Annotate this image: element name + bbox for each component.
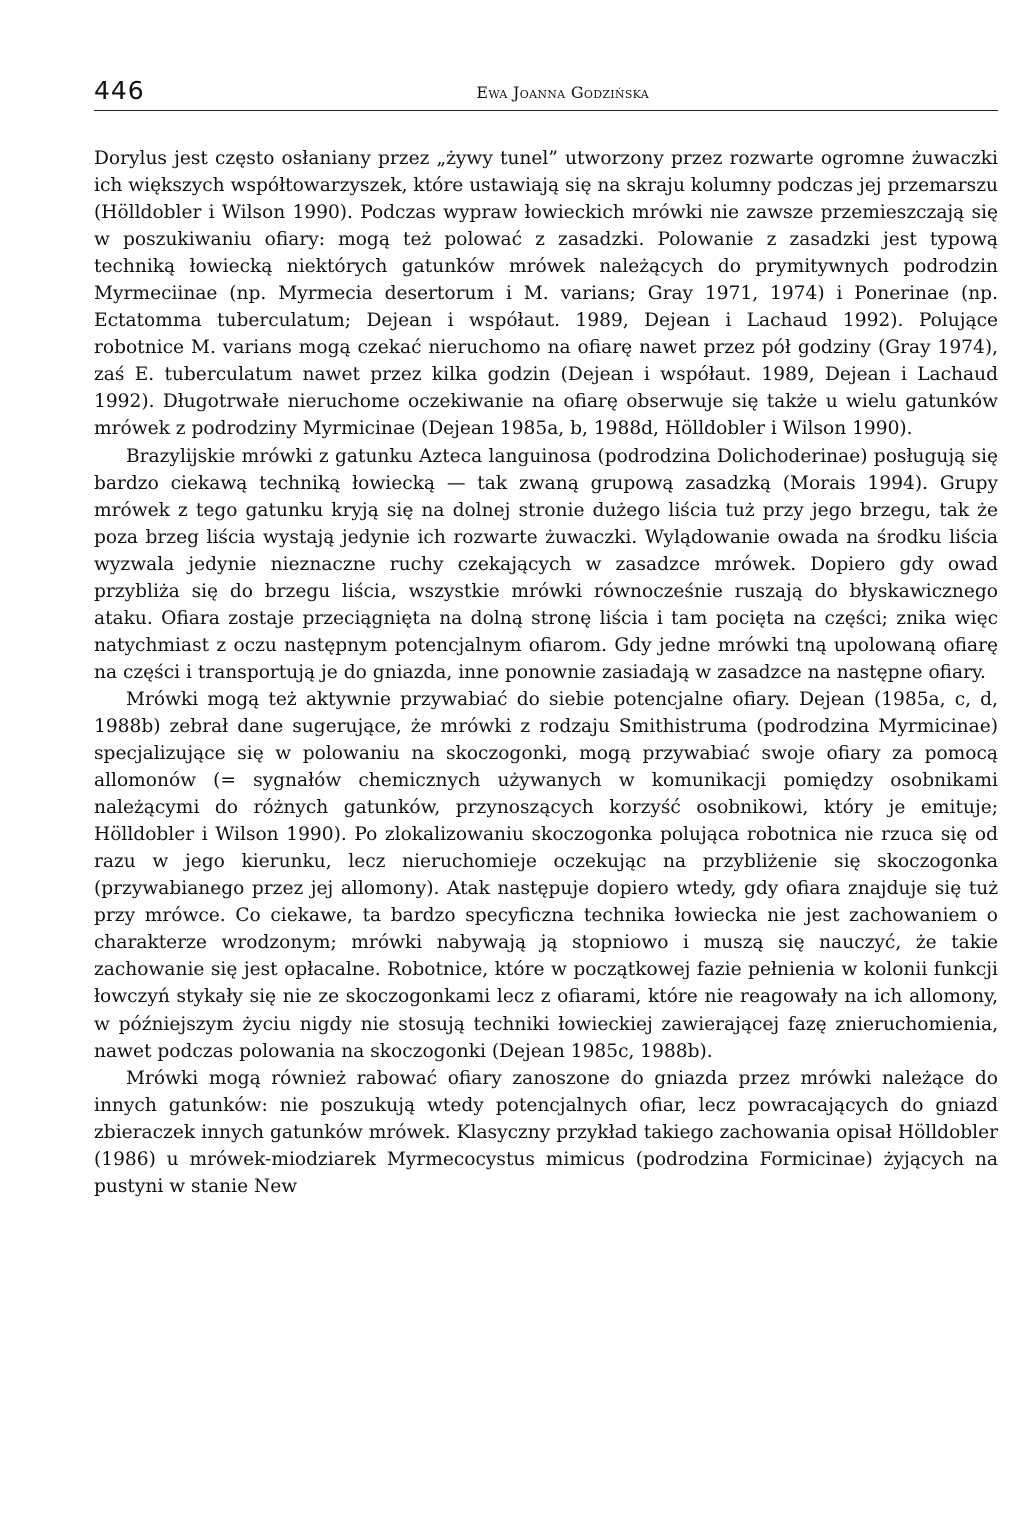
paragraph-2: Brazylijskie mrówki z gatunku Azteca languinosa (podrodzina Dolichoderinae) posługują się bardzo ciekawą techniką łowiecką — tak zwaną grupową zasadzką (Morais 1994). Grupy mrówek z tego gatunku kryją się na dolnej stronie dużego liścia tuż przy jego brzegu, tak że poza brzeg liścia wystają jedynie ich rozwarte żuwaczki. Wylądowanie owada na środku liścia wyzwala jedynie nieznaczne ruchy czekających w zasadzce mrówek. Dopiero gdy owad przybliża się do brzegu liścia, wszystkie mrówki równocześnie ruszają do błyskawicznego ataku. Ofiara zostaje przeciągnięta na dolną stronę liścia i tam pocięta na części; znika więc natychmiast z oczu następnym potencjalnym ofiarom. Gdy jedne mrówki tną upolowaną ofiarę na części i transportują je do gniazda, inne ponownie zasiadają w zasadzce na następne ofiary. (94, 445, 998, 683)
body-text (94, 145, 998, 1200)
book-page (94, 76, 998, 1200)
paragraph-3: Mrówki mogą też aktywnie przywabiać do siebie potencjalne ofiary. Dejean (1985a, c, d, 1988b) zebrał dane sugerujące, że mrówki z rodzaju Smithistruma (podrodzina Myrmicinae) specjalizujące się w polowaniu na skoczogonki, mogą przywabiać swoje ofiary za pomocą allomonów (= sygnałów chemicznych używanych w komunikacji pomiędzy osobnikami należącymi do różnych gatunków, przynoszących korzyść osobnikowi, który je emituje; Hölldobler i Wilson 1990). Po zlokalizowaniu skoczogonka polująca robotnica nie rzuca się od razu w jego kierunku, lecz nieruchomieje oczekując na przybliżenie się skoczogonka (przywabianego przez jej allomony). Atak następuje dopiero wtedy, gdy ofiara znajduje się tuż przy mrówce. Co ciekawe, ta bardzo specyficzna technika łowiecka nie jest zachowaniem o charakterze wrodzonym; mrówki nabywają ją stopniowo i muszą się nauczyć, że takie zachowanie się jest opłacalne. Robotnice, które w początkowej fazie pełnienia w kolonii funkcji łowczyń stykały się nie ze skoczogonkami lecz z ofiarami, które nie reagowały na ich allomony, w późniejszym życiu nigdy nie stosują techniki łowieckiej zawierającej fazę znieruchomienia, nawet podczas polowania na skoczogonki (Dejean 1985c, 1988b). (94, 688, 998, 1062)
page-number: 446 (94, 76, 145, 105)
paragraph-4: Mrówki mogą również rabować ofiary zanoszone do gniazda przez mrówki należące do innych gatunków: nie poszukują wtedy potencjalnych ofiar, lecz powracających do gniazd zbieraczek innych gatunków mrówek. Klasyczny przykład takiego zachowania opisał Hölldobler (1986) u mrówek-miodziarek Myrmecocystus mimicus (podrodzina Formicinae) żyjących na pustyni w stanie New (94, 1067, 998, 1197)
paragraph-1: Dorylus jest często osłaniany przez „żywy tunel” utworzony przez rozwarte ogromne żuwaczki ich większych współtowarzyszek, które ustawiają się na skraju kolumny podczas jej przemarszu (Hölldobler i Wilson 1990). Podczas wypraw łowieckich mrówki nie zawsze przemieszczają się w poszukiwaniu ofiary: mogą też polować z zasadzki. Polowanie z zasadzki jest typową techniką łowiecką niektórych gatunków mrówek należących do prymitywnych podrodzin Myrmeciinae (np. Myrmecia desertorum i M. varians; Gray 1971, 1974) i Ponerinae (np. Ectatomma tuberculatum; Dejean i współaut. 1989, Dejean i Lachaud 1992). Polujące robotnice M. varians mogą czekać nieruchomo na ofiarę nawet przez pół godziny (Gray 1974), zaś E. tuberculatum nawet przez kilka godzin (Dejean i współaut. 1989, Dejean i Lachaud 1992). Długotrwałe nieruchome oczekiwanie na ofiarę obserwuje się także u wielu gatunków mrówek z podrodziny Myrmicinae (Dejean 1985a, b, 1988d, Hölldobler i Wilson 1990). (94, 148, 998, 440)
running-head (94, 76, 998, 111)
running-head-author: Ewa Joanna Godzińska (476, 83, 649, 102)
